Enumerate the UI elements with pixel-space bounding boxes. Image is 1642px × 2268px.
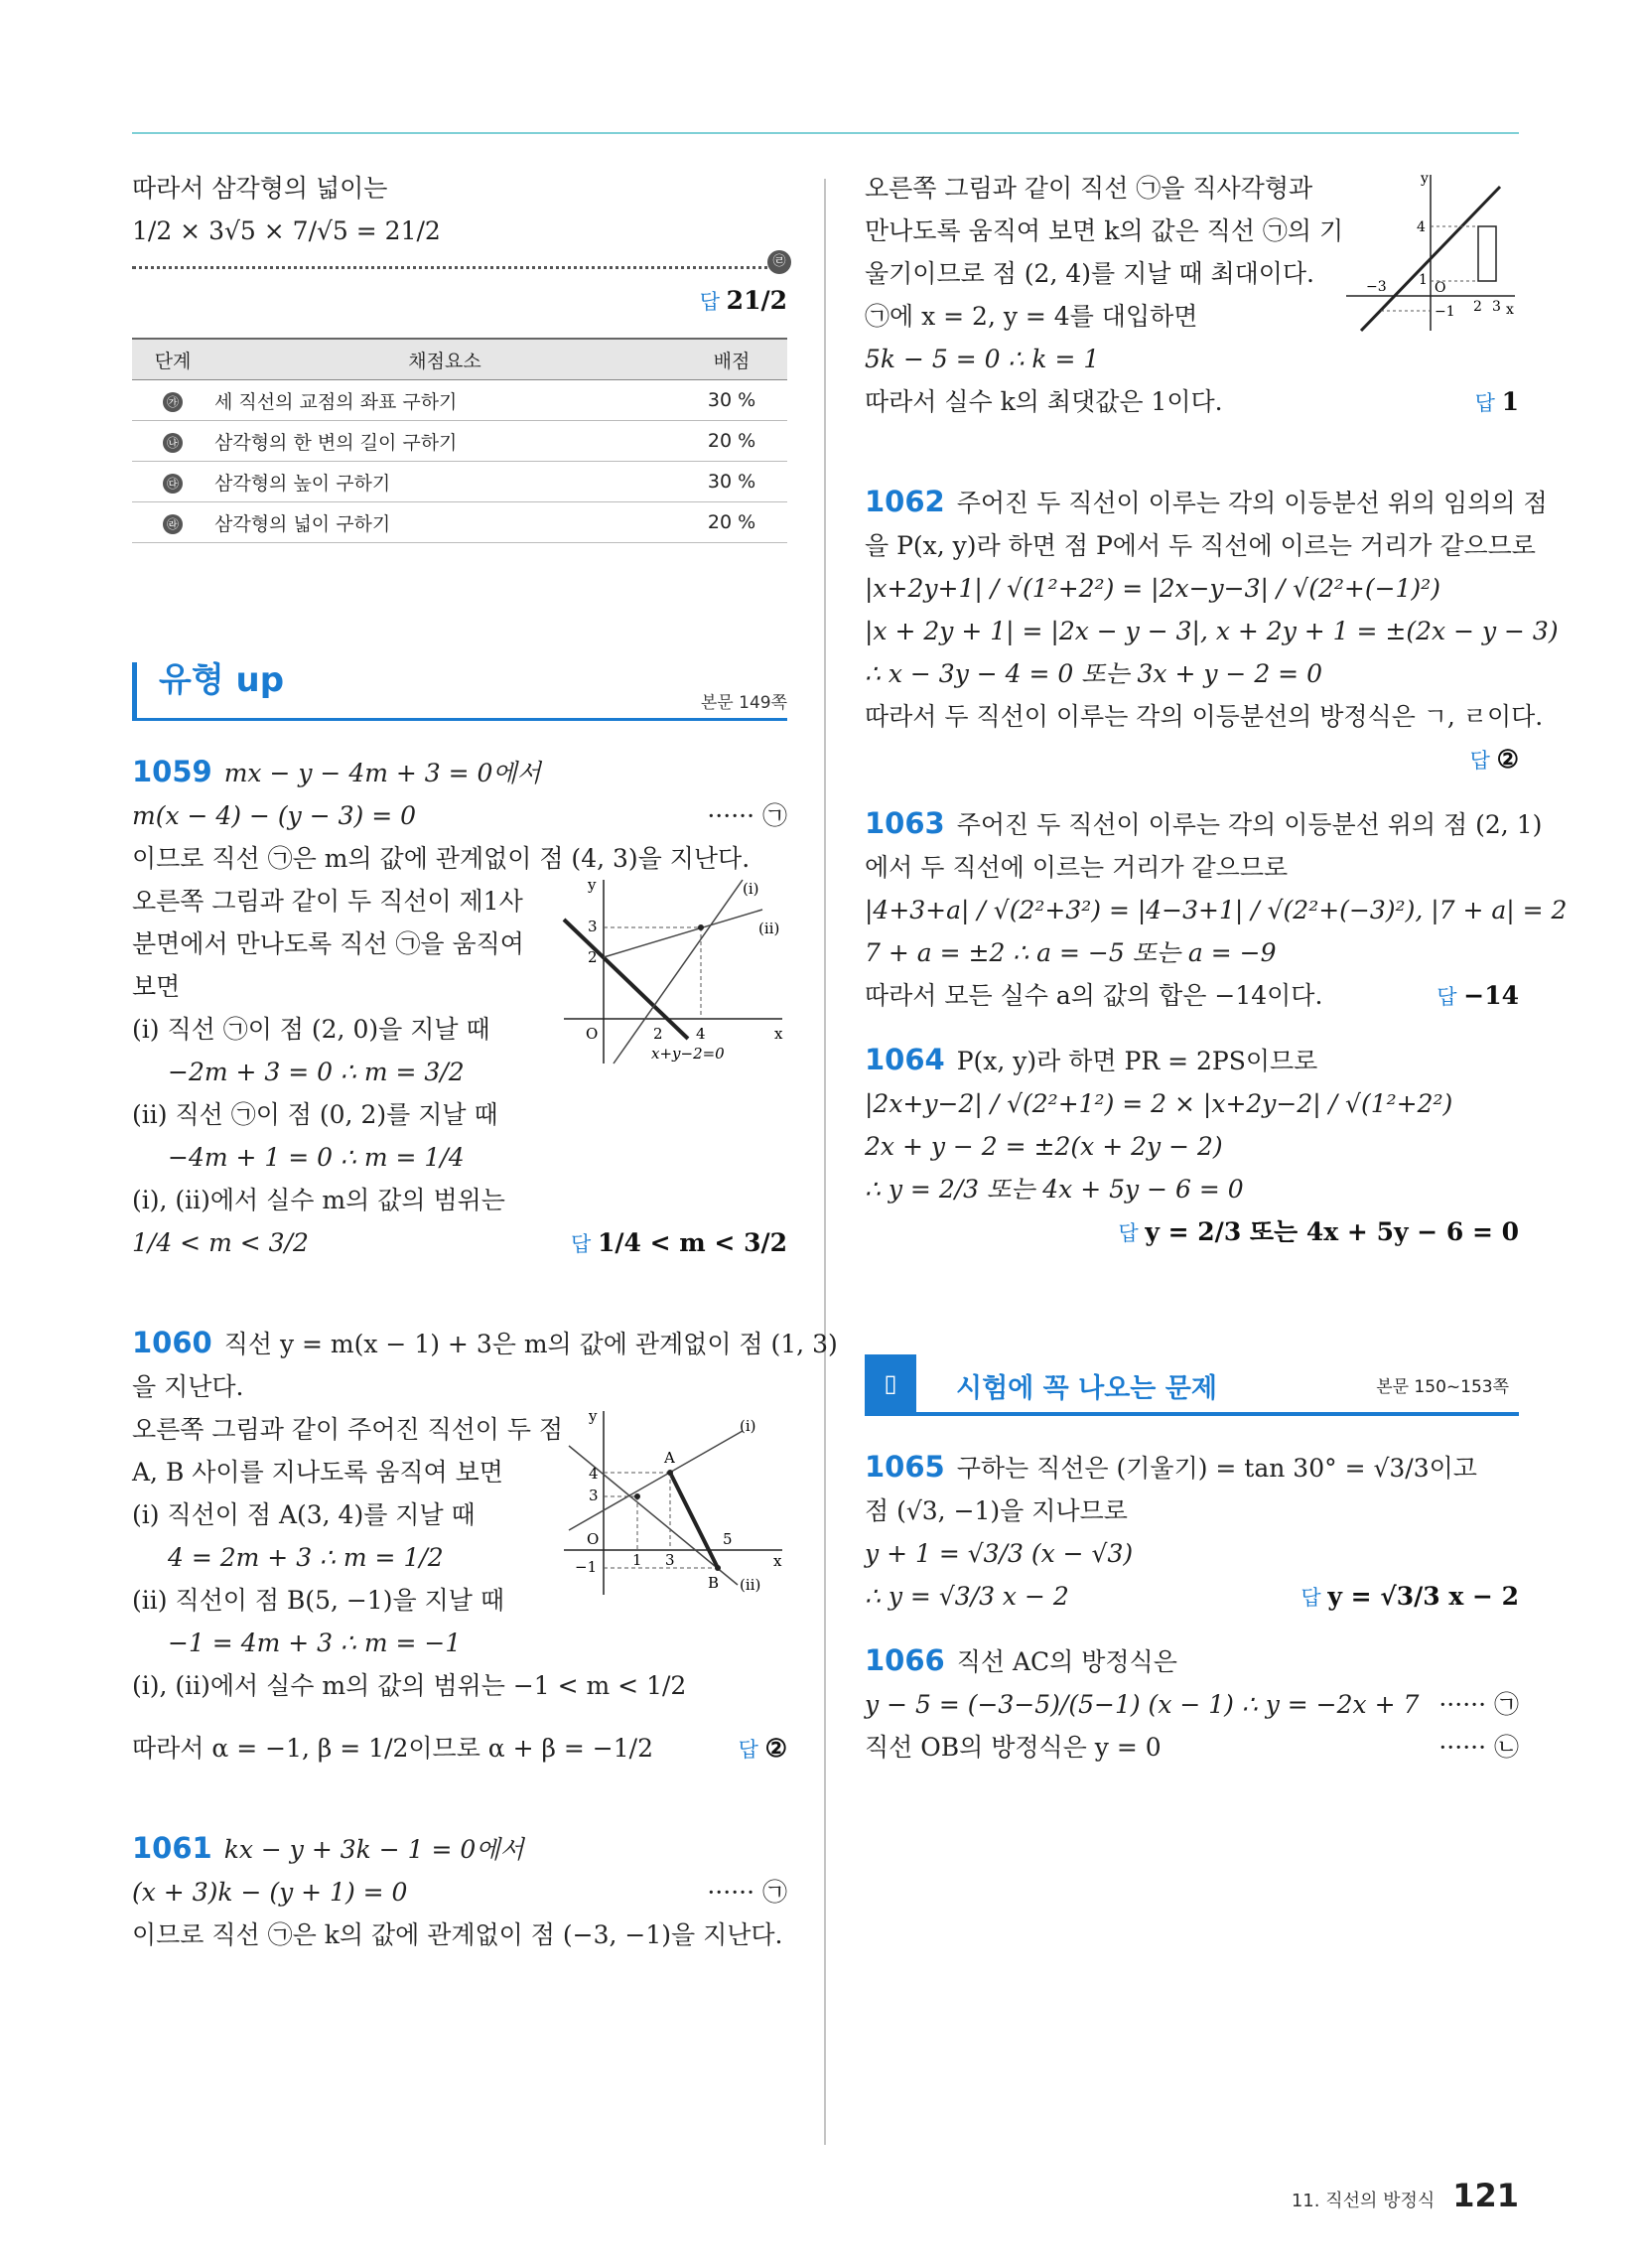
text-line: 을 지난다. xyxy=(132,1372,244,1401)
formula-line: 2x + y − 2 = ±2(x + 2y − 2) xyxy=(865,1132,1223,1161)
answer-value: 21/2 xyxy=(726,286,787,315)
formula-line: −1 = 4m + 3 ∴ m = −1 xyxy=(168,1629,462,1657)
table-cell: 삼각형의 넓이 구하기 xyxy=(213,502,676,543)
axis-label: x xyxy=(774,1025,783,1043)
problem-1065 xyxy=(865,1446,1519,1620)
formula-line: |x + 2y + 1| = |2x − y − 3|, x + 2y + 1 = ±(2x − y − 3) xyxy=(865,617,1559,645)
problem-number: 1065 xyxy=(865,1450,945,1484)
page-footer xyxy=(1292,2177,1519,2214)
answer-label: 답 xyxy=(738,1738,758,1762)
formula-line: 4 = 2m + 3 ∴ m = 1/2 xyxy=(168,1543,444,1572)
formula-line: |x+2y+1| / √(1²+2²) = |2x−y−3| / √(2²+(−1)²) xyxy=(865,574,1440,603)
step-badge: ㉯ xyxy=(163,433,183,453)
table-row xyxy=(132,462,787,502)
text-line: 따라서 모든 실수 a의 값의 합은 −14이다. xyxy=(865,981,1323,1010)
tick-label: 4 xyxy=(1417,219,1426,235)
problem-1059 xyxy=(132,751,787,1266)
formula-line: 5k − 5 = 0 ∴ k = 1 xyxy=(865,345,1100,373)
origin-label: O xyxy=(586,1025,599,1043)
problem-1060 xyxy=(132,1322,838,1772)
tick-label: 2 xyxy=(588,948,598,966)
tick-label: 2 xyxy=(653,1025,663,1043)
table-cell: 30 % xyxy=(676,462,787,502)
text-line: (ⅱ) 직선이 점 B(5, −1)을 지날 때 xyxy=(132,1586,504,1615)
formula-line: m(x − 4) − (y − 3) = 0 xyxy=(132,801,417,830)
equation-tag: ······ ㉠ xyxy=(707,1878,787,1907)
text-line: 따라서 두 직선이 이루는 각의 이등분선의 방정식은 ㄱ, ㄹ이다. xyxy=(865,702,1544,731)
left-column xyxy=(132,167,838,1956)
problem-1066 xyxy=(865,1639,1519,1769)
dotted-separator xyxy=(132,254,787,269)
text-line: 구하는 직선은 (기울기) = tan 30° = √3/3이고 xyxy=(956,1454,1477,1483)
problem-1061 xyxy=(132,1827,787,1956)
axis-label: y xyxy=(589,1407,598,1425)
text-line: 오른쪽 그림과 같이 직선 ㉠을 직사각형과 xyxy=(865,174,1313,203)
answer-label: 답 xyxy=(1474,391,1495,415)
point xyxy=(698,924,704,930)
problem-number: 1062 xyxy=(865,485,945,518)
text-line: 만나도록 움직여 보면 k의 값은 직선 ㉠의 기 xyxy=(865,216,1344,245)
formula-line: −2m + 3 = 0 ∴ m = 3/2 xyxy=(168,1058,465,1086)
problem-1062 xyxy=(865,481,1559,782)
formula-line: −4m + 1 = 0 ∴ m = 1/4 xyxy=(168,1143,465,1172)
formula-line: y − 5 = (−3−5)/(5−1) (x − 1) ∴ y = −2x + 7 xyxy=(865,1690,1420,1719)
problem-1061-continued xyxy=(865,167,1519,425)
problem-number: 1059 xyxy=(132,755,212,788)
point-label: B xyxy=(708,1574,720,1592)
table-cell: 20 % xyxy=(676,502,787,543)
table-cell: 20 % xyxy=(676,421,787,462)
text-line: 오른쪽 그림과 같이 주어진 직선이 두 점 xyxy=(132,1415,564,1444)
answer-value: −14 xyxy=(1463,981,1519,1010)
problem-1064 xyxy=(865,1039,1519,1255)
text-line: 울기이므로 점 (2, 4)를 지날 때 최대이다. xyxy=(865,259,1314,288)
graph-1061 xyxy=(1341,167,1520,336)
table-row xyxy=(132,421,787,462)
line-label: (ⅱ) xyxy=(740,1576,761,1594)
tick-label: 1 xyxy=(1419,272,1428,288)
step-badge: ㉱ xyxy=(163,514,183,534)
graph-1059 xyxy=(554,870,792,1078)
answer-label: 답 xyxy=(1300,1586,1321,1610)
text-line: ㉠에 x = 2, y = 4를 대입하면 xyxy=(865,302,1198,331)
text-line: 에서 두 직선에 이르는 거리가 같으므로 xyxy=(865,853,1289,882)
point-b xyxy=(715,1565,721,1571)
text-line: (ⅰ) 직선 ㉠이 점 (2, 0)을 지날 때 xyxy=(132,1015,490,1044)
formula-line: |2x+y−2| / √(2²+1²) = 2 × |x+2y−2| / √(1²+2²) xyxy=(865,1089,1453,1118)
exam-ref: 본문 150~153쪽 xyxy=(1376,1377,1509,1397)
graph-1060 xyxy=(559,1401,792,1600)
problem-1063 xyxy=(865,802,1568,1019)
answer-value: y = √3/3 x − 2 xyxy=(1327,1582,1519,1611)
text-line: 이므로 직선 ㉠은 k의 값에 관계없이 점 (−3, −1)을 지난다. xyxy=(132,1920,783,1949)
column-divider xyxy=(824,179,826,2145)
problem-number: 1061 xyxy=(132,1831,212,1865)
point xyxy=(634,1493,640,1499)
table-cell: 삼각형의 높이 구하기 xyxy=(213,462,676,502)
table-header: 채점요소 xyxy=(213,339,676,380)
table-cell: 30 % xyxy=(676,380,787,421)
book-icon: ▯ xyxy=(865,1354,916,1412)
chapter-title: 11. 직선의 방정식 xyxy=(1291,2191,1436,2211)
answer-value: ② xyxy=(764,1734,787,1763)
answer-label: 답 xyxy=(1118,1221,1139,1245)
table-header: 단계 xyxy=(132,339,213,380)
formula-line: 1/2 × 3√5 × 7/√5 = 21/2 xyxy=(132,216,441,245)
text-line: 오른쪽 그림과 같이 두 직선이 제1사 xyxy=(132,887,523,916)
tick-label: 4 xyxy=(696,1025,706,1043)
answer-label: 답 xyxy=(699,290,720,314)
page-number: 121 xyxy=(1452,2177,1519,2214)
answer-label: 답 xyxy=(1437,985,1457,1009)
scoring-table xyxy=(132,338,787,543)
formula-line: 7 + a = ±2 ∴ a = −5 또는 a = −9 xyxy=(865,938,1277,967)
axis-label: y xyxy=(1421,171,1429,187)
text-line: 분면에서 만나도록 직선 ㉠을 움직여 xyxy=(132,929,524,958)
line-i xyxy=(614,880,743,1063)
axis-label: y xyxy=(588,876,597,894)
answer-label: 답 xyxy=(1469,749,1490,773)
text-line: 점 (√3, −1)을 지나므로 xyxy=(865,1496,1128,1525)
tick-label: 4 xyxy=(589,1465,599,1483)
text-line: 주어진 두 직선이 이루는 각의 이등분선 위의 임의의 점 xyxy=(956,489,1548,517)
text-line: (ⅰ), (ⅱ)에서 실수 m의 값의 범위는 −1 < m < 1/2 xyxy=(132,1671,687,1700)
equation-tag: ······ ㉠ xyxy=(1438,1690,1519,1719)
text-line: (ⅰ), (ⅱ)에서 실수 m의 값의 범위는 xyxy=(132,1186,505,1214)
answer-value: 1 xyxy=(1501,387,1519,416)
equation-label: x+y−2=0 xyxy=(651,1045,725,1063)
answer-line xyxy=(132,279,787,324)
table-cell: 삼각형의 한 변의 길이 구하기 xyxy=(213,421,676,462)
answer-value: ② xyxy=(1496,745,1519,774)
answer-value: y = 2/3 또는 4x + 5y − 6 = 0 xyxy=(1145,1217,1519,1246)
type-up-title: 유형 up xyxy=(159,660,285,700)
right-column xyxy=(865,167,1568,1769)
line-label: (ⅱ) xyxy=(758,920,780,937)
tick-label: 3 xyxy=(589,1487,599,1504)
table-row xyxy=(132,380,787,421)
text-line: 주어진 두 직선이 이루는 각의 이등분선 위의 점 (2, 1) xyxy=(956,810,1543,839)
tick-label: 3 xyxy=(1492,299,1501,315)
text-line: 따라서 α = −1, β = 1/2이므로 α + β = −1/2 xyxy=(132,1734,653,1763)
exam-title: 시험에 꼭 나오는 문제 xyxy=(956,1373,1217,1404)
text-line: 직선 OB의 방정식은 y = 0 xyxy=(865,1733,1162,1762)
text-line: A, B 사이를 지나도록 움직여 보면 xyxy=(132,1458,503,1487)
text-line: mx − y − 4m + 3 = 0에서 xyxy=(223,759,541,787)
tick-label: 2 xyxy=(1473,299,1482,315)
formula-line: 1/4 < m < 3/2 xyxy=(132,1228,309,1257)
type-up-ref: 본문 149쪽 xyxy=(700,693,787,713)
text-line: 이므로 직선 ㉠은 m의 값에 관계없이 점 (4, 3)을 지난다. xyxy=(132,844,751,873)
axis-label: x xyxy=(773,1552,782,1570)
step-marker: ㉣ xyxy=(767,250,791,274)
rectangle xyxy=(1478,226,1496,281)
problem-number: 1063 xyxy=(865,806,945,840)
exam-section-header xyxy=(865,1354,1519,1416)
answer-value: 1/4 < m < 3/2 xyxy=(597,1228,787,1257)
text-line: (ⅱ) 직선 ㉠이 점 (0, 2)를 지날 때 xyxy=(132,1100,498,1129)
tick-label: 3 xyxy=(665,1551,675,1569)
equation-tag: ······ ㉡ xyxy=(1438,1733,1519,1762)
text-line: 보면 xyxy=(132,972,181,1001)
text-line: 따라서 삼각형의 넓이는 xyxy=(132,174,388,203)
formula-line: y + 1 = √3/3 (x − √3) xyxy=(865,1539,1134,1568)
step-badge: ㉰ xyxy=(163,474,183,494)
tick-label: 5 xyxy=(723,1530,733,1548)
equation-tag: ······ ㉠ xyxy=(707,801,787,830)
line-label: (ⅰ) xyxy=(743,880,759,898)
text-line: 을 P(x, y)라 하면 점 P에서 두 직선에 이르는 거리가 같으므로 xyxy=(865,531,1536,560)
text-line: 따라서 실수 k의 최댓값은 1이다. xyxy=(865,387,1223,416)
text-line: (ⅰ) 직선이 점 A(3, 4)를 지날 때 xyxy=(132,1500,476,1529)
tick-label: 1 xyxy=(632,1551,642,1569)
problem-number: 1060 xyxy=(132,1326,212,1359)
tick-label: 3 xyxy=(588,918,598,935)
text-line: 직선 y = m(x − 1) + 3은 m의 값에 관계없이 점 (1, 3) xyxy=(223,1330,838,1358)
line-label: (ⅰ) xyxy=(740,1417,756,1435)
table-row xyxy=(132,502,787,543)
formula-line: |4+3+a| / √(2²+3²) = |4−3+1| / √(2²+(−3)²), |7 + a| = 2 xyxy=(865,896,1568,924)
problem-number: 1066 xyxy=(865,1643,945,1677)
line-ii xyxy=(604,910,762,957)
step-badge: ㉮ xyxy=(163,392,183,412)
origin-label: O xyxy=(1435,280,1446,296)
top-rule xyxy=(132,132,1519,134)
formula-line: (x + 3)k − (y + 1) = 0 xyxy=(132,1878,408,1907)
text-line: P(x, y)라 하면 PR = 2PS이므로 xyxy=(956,1047,1318,1075)
table-cell: 세 직선의 교점의 좌표 구하기 xyxy=(213,380,676,421)
formula-line: ∴ y = √3/3 x − 2 xyxy=(865,1582,1069,1611)
origin-label: O xyxy=(587,1530,600,1548)
problem-number: 1064 xyxy=(865,1043,945,1076)
text-line: 직선 AC의 방정식은 xyxy=(956,1647,1177,1676)
axis-label: x xyxy=(1506,302,1514,318)
answer-label: 답 xyxy=(571,1232,592,1256)
segment-ab xyxy=(670,1473,718,1568)
formula-line: ∴ x − 3y − 4 = 0 또는 3x + y − 2 = 0 xyxy=(865,659,1322,688)
tick-label: −1 xyxy=(1435,304,1455,320)
table-header: 배점 xyxy=(676,339,787,380)
tick-label: −1 xyxy=(575,1558,598,1576)
text-line: kx − y + 3k − 1 = 0에서 xyxy=(223,1835,524,1864)
formula-line: ∴ y = 2/3 또는 4x + 5y − 6 = 0 xyxy=(865,1175,1244,1204)
tick-label: −3 xyxy=(1366,279,1387,295)
type-up-header xyxy=(132,662,787,721)
point-a xyxy=(667,1470,673,1476)
point-label: A xyxy=(664,1449,675,1467)
